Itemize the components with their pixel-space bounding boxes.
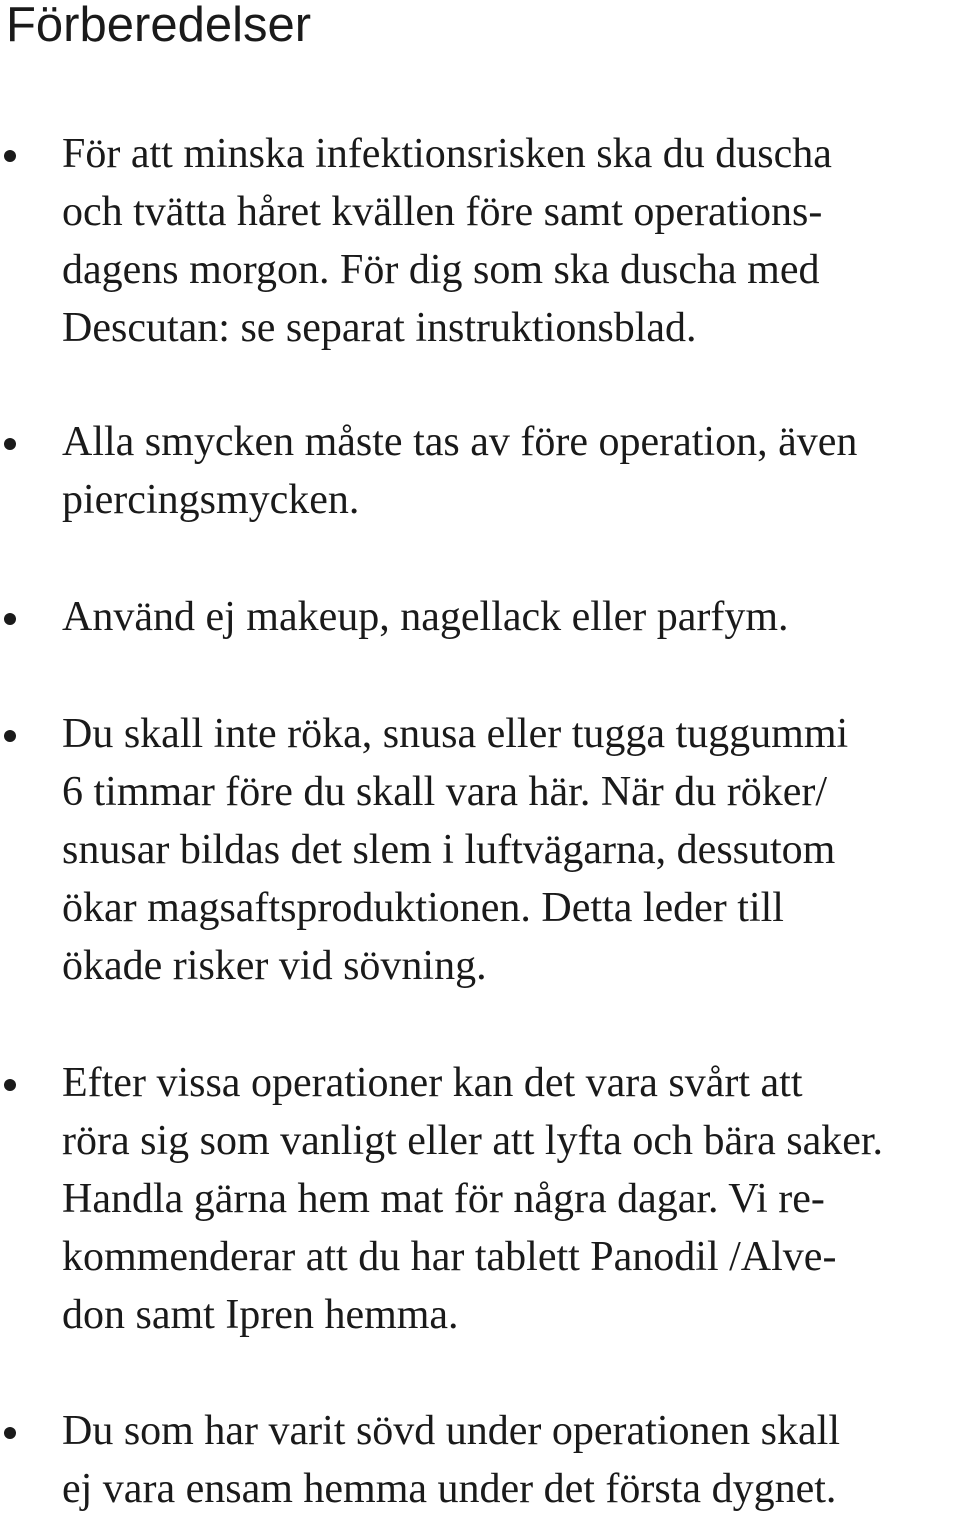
text-line: och tvätta håret kvällen före samt operations- bbox=[62, 189, 823, 235]
text-line: ökar magsaftsproduktionen. Detta leder till bbox=[62, 885, 784, 931]
text-line: Du skall inte röka, snusa eller tugga tuggummi bbox=[62, 711, 849, 757]
list-item-text bbox=[62, 1054, 960, 1344]
text-line: dagens morgon. För dig som ska duscha med bbox=[62, 247, 820, 293]
text-line: piercingsmycken. bbox=[62, 477, 360, 523]
text-line: kommenderar att du har tablett Panodil /Alve- bbox=[62, 1234, 837, 1280]
text-line: Descutan: se separat instruktionsblad. bbox=[62, 305, 697, 351]
text-line: ökade risker vid sövning. bbox=[62, 943, 487, 989]
list-item-text bbox=[62, 588, 960, 646]
text-line: 6 timmar före du skall vara här. När du röker/ bbox=[62, 769, 828, 815]
text-line: ej vara ensam hemma under det första dygnet. bbox=[62, 1466, 837, 1512]
list-item-text bbox=[62, 125, 960, 357]
text-line: Handla gärna hem mat för några dagar. Vi re- bbox=[62, 1176, 825, 1222]
page-title: Förberedelser bbox=[6, 0, 312, 52]
text-line: don samt Ipren hemma. bbox=[62, 1292, 459, 1338]
text-line: röra sig som vanligt eller att lyfta och bära saker. bbox=[62, 1118, 884, 1164]
text-line: Du som har varit sövd under operationen skall bbox=[62, 1408, 840, 1454]
bullet-icon bbox=[4, 730, 16, 742]
bullet-icon bbox=[4, 150, 16, 162]
text-line: Efter vissa operationer kan det vara svårt att bbox=[62, 1060, 803, 1106]
bullet-icon bbox=[4, 438, 16, 450]
bullet-icon bbox=[4, 1079, 16, 1091]
text-line: För att minska infektionsrisken ska du duscha bbox=[62, 131, 832, 177]
list-item-text bbox=[62, 1402, 960, 1518]
text-line: Använd ej makeup, nagellack eller parfym. bbox=[62, 594, 789, 640]
text-line: Alla smycken måste tas av före operation, även bbox=[62, 419, 858, 465]
bullet-icon bbox=[4, 1427, 16, 1439]
list-item-text bbox=[62, 413, 960, 529]
bullet-icon bbox=[4, 613, 16, 625]
text-line: snusar bildas det slem i luftvägarna, dessutom bbox=[62, 827, 836, 873]
list-item-text bbox=[62, 705, 960, 995]
